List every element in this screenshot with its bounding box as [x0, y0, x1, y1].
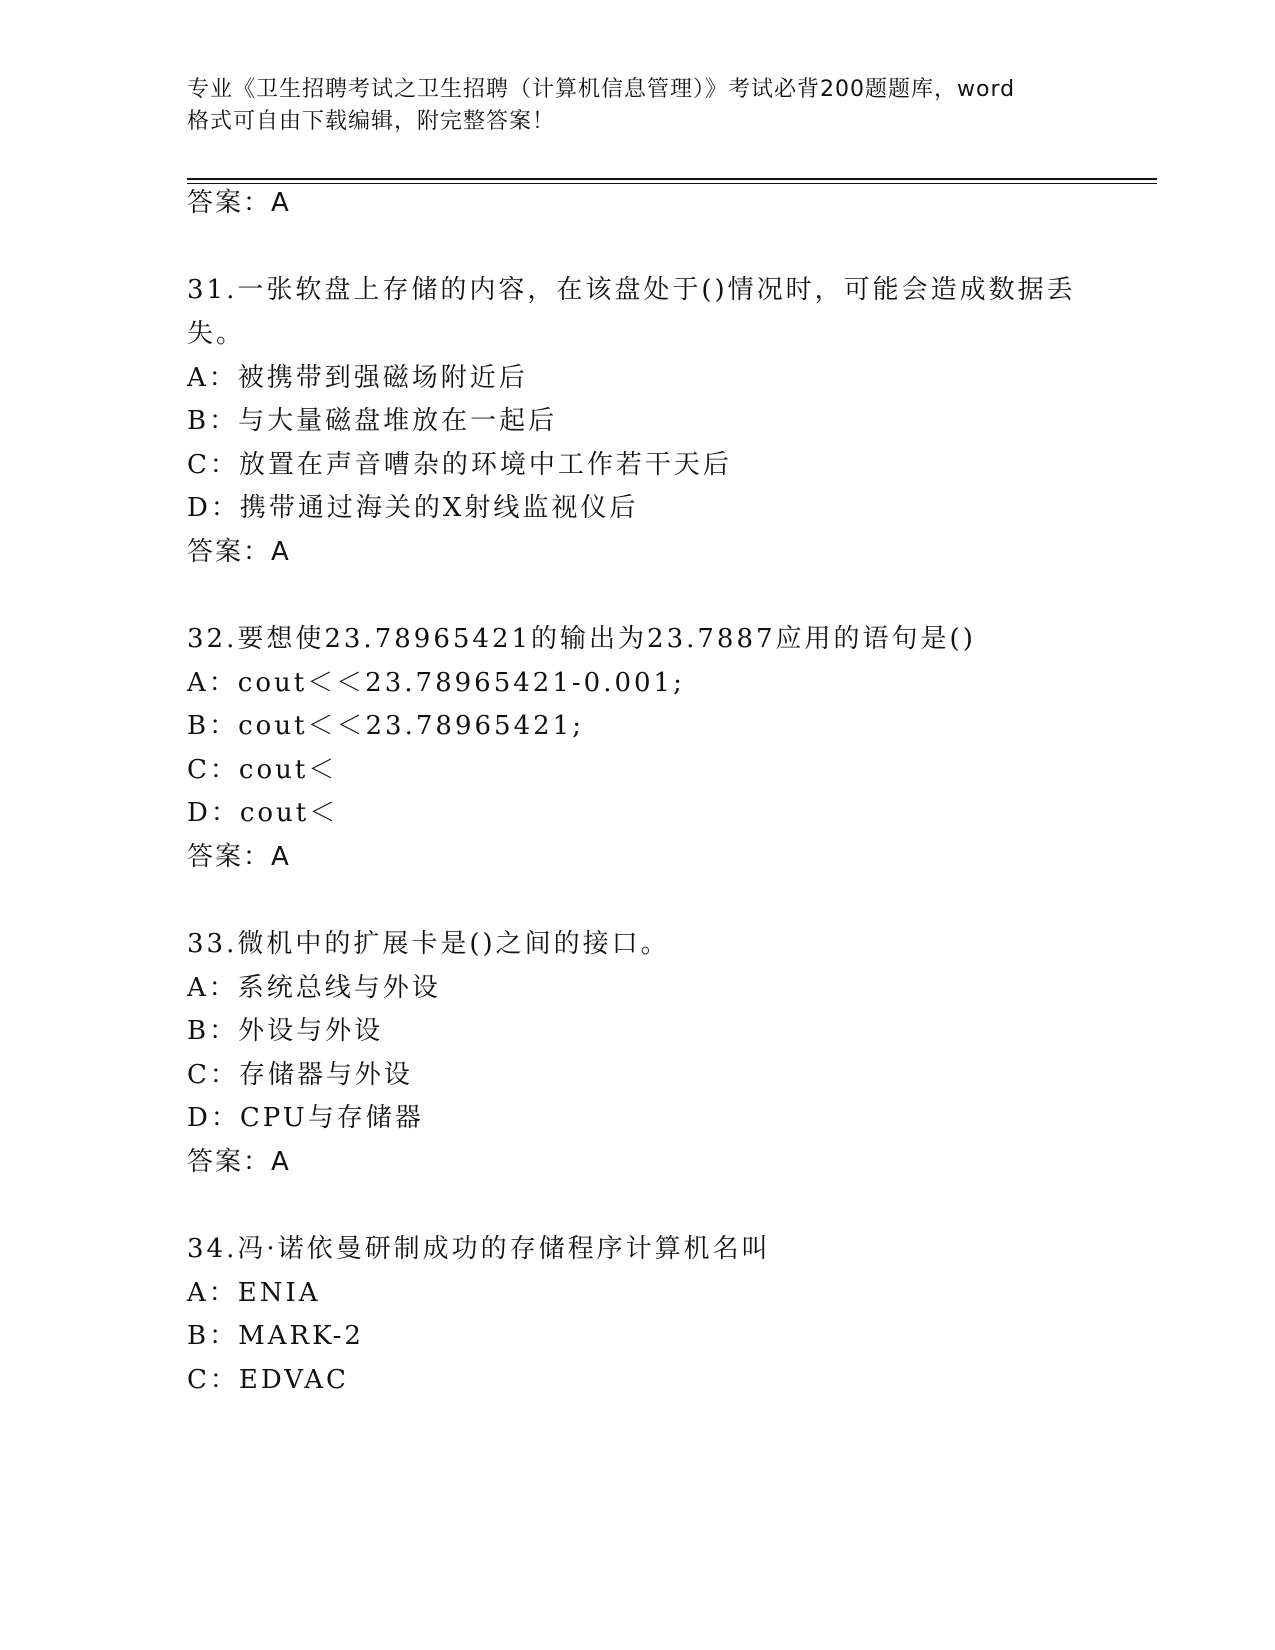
question-33-answer: 答案：A — [187, 1147, 291, 1177]
question-31-option-a: A：被携带到强磁场附近后 — [187, 363, 528, 393]
question-31-stem-cont: 失。 — [187, 319, 246, 349]
question-33-stem: 33.微机中的扩展卡是()之间的接口。 — [187, 929, 670, 959]
question-34-option-b: B：MARK-2 — [187, 1321, 364, 1351]
question-32-option-b: B：cout＜＜23.78965421; — [187, 711, 584, 741]
question-34-stem: 34.冯·诺依曼研制成功的存储程序计算机名叫 — [187, 1234, 771, 1264]
question-32-stem: 32.要想使23.78965421的输出为23.7887应用的语句是() — [187, 624, 976, 654]
question-32-option-a: A：cout＜＜23.78965421-0.001; — [187, 668, 685, 698]
header-line-2: 格式可自由下载编辑，附完整答案！ — [187, 109, 556, 134]
header-line-1: 专业《卫生招聘考试之卫生招聘（计算机信息管理）》考试必背200题题库，word — [187, 77, 1016, 102]
question-34-option-a: A：ENIA — [187, 1278, 321, 1308]
question-32-option-d: D：cout＜ — [187, 798, 339, 828]
question-31-stem: 31.一张软盘上存储的内容，在该盘处于()情况时，可能会造成数据丢 — [187, 275, 1076, 305]
question-33-option-c: C：存储器与外设 — [187, 1060, 413, 1090]
header-divider-thin — [187, 183, 1157, 184]
question-31-answer: 答案：A — [187, 537, 291, 567]
header-divider-thick — [187, 178, 1157, 180]
question-31-option-c: C：放置在声音嘈杂的环境中工作若干天后 — [187, 450, 732, 480]
question-33-option-a: A：系统总线与外设 — [187, 973, 441, 1003]
question-34-option-c: C：EDVAC — [187, 1365, 349, 1395]
question-33-option-d: D：CPU与存储器 — [187, 1103, 424, 1133]
question-31-option-d: D：携带通过海关的X射线监视仪后 — [187, 493, 639, 523]
question-32-answer: 答案：A — [187, 842, 291, 872]
answer-previous: 答案：A — [187, 188, 291, 218]
question-31-option-b: B：与大量磁盘堆放在一起后 — [187, 406, 558, 436]
question-32-option-c: C：cout＜ — [187, 755, 338, 785]
document-header — [187, 74, 1087, 138]
question-33-option-b: B：外设与外设 — [187, 1016, 384, 1046]
